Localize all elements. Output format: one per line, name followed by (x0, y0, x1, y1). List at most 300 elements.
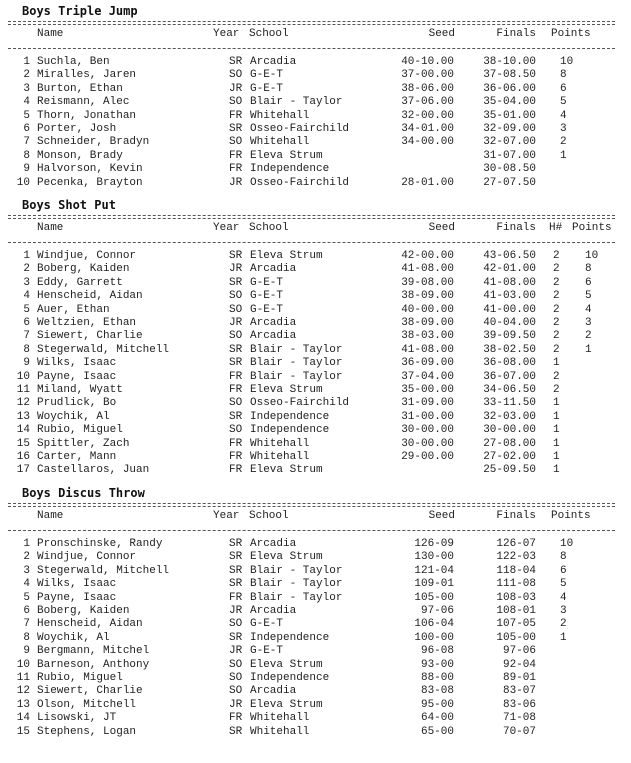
cell-place: 12 (16, 685, 30, 698)
cell-place: 13 (16, 698, 30, 711)
cell-year: JR (229, 176, 243, 189)
cell-place: 5 (23, 303, 30, 316)
cell-year: FR (229, 109, 243, 122)
cell-seed: 64-00 (420, 712, 454, 725)
result-row (0, 618, 631, 631)
header-points: Points (572, 222, 612, 234)
cell-year: FR (229, 384, 243, 396)
cell-seed: 41-08.00 (401, 263, 454, 276)
cell-year: FR (229, 370, 243, 383)
cell-school: G-E-T (250, 303, 284, 316)
cell-points: 5 (585, 290, 592, 303)
cell-points: 6 (560, 82, 567, 95)
cell-seed: 35-00.00 (401, 384, 454, 396)
cell-finals: 43-06.50 (483, 250, 536, 262)
cell-place: 15 (16, 725, 30, 738)
cell-seed: 65-00 (420, 725, 454, 738)
event-title: Boys Triple Jump (22, 4, 138, 18)
cell-points: 4 (585, 303, 592, 316)
cell-year: SO (229, 69, 243, 82)
cell-school: Independence (250, 163, 330, 176)
result-row (0, 397, 631, 410)
cell-name: Weltzien, Ethan (37, 317, 137, 329)
cell-place: 7 (23, 330, 30, 343)
cell-name: Stegerwald, Mitchell (37, 564, 170, 577)
cell-place: 10 (16, 658, 30, 671)
cell-finals: 40-04.00 (483, 317, 536, 329)
cell-place: 7 (23, 136, 30, 149)
cell-points: 10 (585, 250, 599, 262)
cell-name: Pecenka, Brayton (37, 176, 143, 189)
result-row (0, 277, 631, 290)
cell-place: 12 (16, 397, 30, 410)
result-row (0, 250, 631, 263)
cell-name: Porter, Josh (37, 123, 117, 135)
cell-year: SR (229, 551, 243, 564)
cell-seed: 40-10.00 (401, 56, 454, 68)
cell-name: Auer, Ethan (37, 303, 110, 316)
cell-finals: 37-08.50 (483, 69, 536, 82)
cell-place: 3 (23, 564, 30, 577)
cell-year: JR (229, 698, 243, 711)
cell-place: 2 (23, 263, 30, 276)
cell-seed: 36-09.00 (401, 357, 454, 370)
cell-name: Schneider, Bradyn (37, 136, 150, 149)
cell-name: Siewert, Charlie (37, 685, 143, 698)
result-row (0, 83, 631, 96)
result-row (0, 685, 631, 698)
cell-seed: 42-00.00 (401, 250, 454, 262)
cell-seed: 38-09.00 (401, 290, 454, 303)
result-row (0, 384, 631, 397)
cell-points: 10 (560, 538, 574, 550)
cell-finals: 83-06 (502, 698, 536, 711)
cell-finals: 89-01 (502, 672, 536, 684)
cell-year: SO (229, 658, 243, 671)
cell-heat: 2 (553, 290, 560, 303)
cell-seed: 96-08 (420, 645, 454, 658)
cell-school: Blair - Taylor (250, 564, 343, 577)
cell-school: Eleva Strum (250, 149, 323, 162)
cell-points: 1 (560, 149, 567, 162)
result-row (0, 344, 631, 357)
cell-year: JR (229, 263, 243, 276)
cell-seed: 40-00.00 (401, 303, 454, 316)
cell-place: 11 (16, 384, 30, 396)
cell-heat: 1 (553, 437, 560, 450)
header-year: Year (213, 28, 240, 40)
cell-points: 2 (585, 330, 592, 343)
cell-school: Osseo-Fairchild (250, 397, 350, 410)
cell-seed: 41-08.00 (401, 343, 454, 356)
cell-seed: 34-00.00 (401, 136, 454, 149)
cell-heat: 2 (553, 330, 560, 343)
double-dashed-rule (8, 21, 615, 25)
cell-school: Arcadia (250, 685, 297, 698)
cell-year: SO (229, 424, 243, 437)
cell-finals: 83-07 (502, 685, 536, 698)
cell-seed: 29-00.00 (401, 451, 454, 463)
cell-finals: 126-07 (496, 538, 536, 550)
header-year: Year (213, 510, 240, 522)
cell-school: G-E-T (250, 276, 284, 289)
cell-finals: 33-11.50 (483, 397, 536, 410)
cell-name: Siewert, Charlie (37, 330, 143, 343)
result-row (0, 110, 631, 123)
cell-finals: 34-06.50 (483, 384, 536, 396)
cell-finals: 70-07 (502, 725, 536, 738)
result-row (0, 451, 631, 464)
cell-year: SR (229, 538, 243, 550)
cell-heat: 1 (553, 397, 560, 410)
cell-year: JR (229, 605, 243, 617)
cell-finals: 32-03.00 (483, 410, 536, 423)
cell-seed: 97-06 (420, 605, 454, 617)
cell-name: Thorn, Jonathan (37, 109, 137, 122)
header-school: School (249, 222, 289, 234)
cell-seed: 105-00 (414, 591, 454, 604)
result-row (0, 136, 631, 149)
cell-name: Miralles, Jaren (37, 69, 137, 82)
cell-place: 14 (16, 712, 30, 725)
cell-school: Whitehall (250, 451, 310, 463)
cell-seed: 32-00.00 (401, 109, 454, 122)
cell-seed: 106-04 (414, 618, 454, 631)
cell-school: Independence (250, 672, 330, 684)
header-heat: H# (549, 222, 563, 234)
cell-year: FR (229, 437, 243, 450)
cell-place: 8 (23, 631, 30, 644)
double-dashed-rule (8, 503, 615, 507)
result-row (0, 605, 631, 618)
cell-seed: 88-00 (420, 672, 454, 684)
cell-name: Castellaros, Juan (37, 464, 150, 477)
result-row (0, 357, 631, 370)
cell-seed: 28-01.00 (401, 176, 454, 189)
cell-name: Monson, Brady (37, 149, 123, 162)
cell-year: SO (229, 330, 243, 343)
cell-name: Rubio, Miguel (37, 424, 123, 437)
header-seed: Seed (428, 28, 455, 40)
result-row (0, 672, 631, 685)
result-row (0, 699, 631, 712)
cell-name: Windjue, Connor (37, 551, 137, 564)
cell-year: SR (229, 631, 243, 644)
cell-points: 10 (560, 56, 574, 68)
header-points: Points (551, 28, 591, 40)
dashed-rule (8, 530, 615, 531)
cell-seed: 109-01 (414, 578, 454, 591)
event-title: Boys Shot Put (22, 198, 116, 212)
cell-finals: 92-04 (502, 658, 536, 671)
cell-seed: 39-08.00 (401, 276, 454, 289)
cell-place: 1 (23, 250, 30, 262)
cell-seed: 126-09 (414, 538, 454, 550)
cell-school: Whitehall (250, 109, 310, 122)
cell-finals: 31-07.00 (483, 149, 536, 162)
cell-name: Burton, Ethan (37, 82, 123, 95)
cell-school: Arcadia (250, 538, 297, 550)
cell-school: G-E-T (250, 618, 284, 631)
cell-school: Arcadia (250, 330, 297, 343)
header-points: Points (551, 510, 591, 522)
cell-finals: 39-09.50 (483, 330, 536, 343)
cell-school: G-E-T (250, 69, 284, 82)
cell-year: SR (229, 123, 243, 135)
cell-place: 1 (23, 56, 30, 68)
cell-finals: 25-09.50 (483, 464, 536, 477)
result-row (0, 330, 631, 343)
result-row (0, 645, 631, 658)
cell-place: 4 (23, 96, 30, 109)
cell-finals: 27-08.00 (483, 437, 536, 450)
cell-points: 4 (560, 591, 567, 604)
cell-school: Blair - Taylor (250, 96, 343, 109)
cell-seed: 31-00.00 (401, 410, 454, 423)
cell-school: Osseo-Fairchild (250, 123, 350, 135)
cell-place: 14 (16, 424, 30, 437)
cell-name: Pronschinske, Randy (37, 538, 163, 550)
cell-place: 11 (16, 672, 30, 684)
cell-points: 2 (560, 618, 567, 631)
event-title: Boys Discus Throw (22, 486, 145, 500)
cell-name: Reismann, Alec (37, 96, 130, 109)
cell-school: Whitehall (250, 725, 310, 738)
cell-heat: 2 (553, 263, 560, 276)
double-dashed-rule (8, 215, 615, 219)
cell-seed: 37-06.00 (401, 96, 454, 109)
cell-points: 8 (560, 551, 567, 564)
cell-heat: 2 (553, 317, 560, 329)
cell-heat: 2 (553, 303, 560, 316)
result-row (0, 411, 631, 424)
result-row (0, 464, 631, 477)
cell-school: Osseo-Fairchild (250, 176, 350, 189)
cell-seed: 37-04.00 (401, 370, 454, 383)
cell-place: 17 (16, 464, 30, 477)
result-row (0, 659, 631, 672)
cell-year: SO (229, 685, 243, 698)
cell-place: 7 (23, 618, 30, 631)
column-header-row (0, 510, 631, 523)
cell-place: 2 (23, 551, 30, 564)
cell-finals: 111-08 (496, 578, 536, 591)
dashed-rule (8, 242, 615, 243)
header-finals: Finals (496, 222, 536, 234)
result-row (0, 317, 631, 330)
cell-seed: 121-04 (414, 564, 454, 577)
cell-place: 10 (16, 176, 30, 189)
cell-name: Barneson, Anthony (37, 658, 150, 671)
result-row (0, 150, 631, 163)
cell-school: Eleva Strum (250, 698, 323, 711)
result-row (0, 290, 631, 303)
cell-finals: 71-08 (502, 712, 536, 725)
cell-year: SR (229, 410, 243, 423)
cell-name: Prudlick, Bo (37, 397, 117, 410)
cell-seed: 130-00 (414, 551, 454, 564)
cell-name: Miland, Wyatt (37, 384, 123, 396)
cell-school: G-E-T (250, 290, 284, 303)
result-row (0, 438, 631, 451)
cell-name: Wilks, Isaac (37, 357, 117, 370)
cell-name: Payne, Isaac (37, 370, 117, 383)
cell-name: Boberg, Kaiden (37, 263, 130, 276)
cell-seed: 93-00 (420, 658, 454, 671)
cell-place: 13 (16, 410, 30, 423)
header-finals: Finals (496, 510, 536, 522)
header-name: Name (37, 510, 64, 522)
cell-place: 3 (23, 276, 30, 289)
cell-year: FR (229, 163, 243, 176)
cell-year: FR (229, 451, 243, 463)
cell-year: SR (229, 564, 243, 577)
cell-name: Stegerwald, Mitchell (37, 343, 170, 356)
cell-points: 8 (585, 263, 592, 276)
cell-finals: 36-07.00 (483, 370, 536, 383)
cell-name: Lisowski, JT (37, 712, 117, 725)
result-row (0, 123, 631, 136)
cell-year: SR (229, 357, 243, 370)
cell-heat: 2 (553, 384, 560, 396)
cell-seed: 37-00.00 (401, 69, 454, 82)
cell-place: 5 (23, 591, 30, 604)
cell-finals: 35-04.00 (483, 96, 536, 109)
result-row (0, 371, 631, 384)
result-row (0, 551, 631, 564)
cell-points: 1 (560, 631, 567, 644)
cell-school: Eleva Strum (250, 250, 323, 262)
cell-points: 3 (560, 123, 567, 135)
cell-finals: 36-06.00 (483, 82, 536, 95)
cell-school: Arcadia (250, 56, 297, 68)
cell-year: SO (229, 303, 243, 316)
cell-place: 9 (23, 357, 30, 370)
cell-year: JR (229, 82, 243, 95)
cell-points: 6 (560, 564, 567, 577)
header-name: Name (37, 222, 64, 234)
cell-school: Blair - Taylor (250, 578, 343, 591)
result-row (0, 263, 631, 276)
cell-school: Whitehall (250, 136, 310, 149)
cell-name: Woychik, Al (37, 410, 110, 423)
cell-year: FR (229, 712, 243, 725)
cell-seed: 38-09.00 (401, 317, 454, 329)
result-row (0, 304, 631, 317)
cell-place: 6 (23, 605, 30, 617)
result-row (0, 163, 631, 176)
cell-name: Woychik, Al (37, 631, 110, 644)
cell-seed: 34-01.00 (401, 123, 454, 135)
cell-place: 6 (23, 123, 30, 135)
cell-school: Eleva Strum (250, 464, 323, 477)
cell-name: Olson, Mitchell (37, 698, 137, 711)
cell-seed: 30-00.00 (401, 424, 454, 437)
cell-school: G-E-T (250, 645, 284, 658)
cell-place: 1 (23, 538, 30, 550)
cell-points: 3 (585, 317, 592, 329)
cell-seed: 30-00.00 (401, 437, 454, 450)
cell-finals: 35-01.00 (483, 109, 536, 122)
cell-school: Blair - Taylor (250, 591, 343, 604)
result-row (0, 538, 631, 551)
cell-school: Whitehall (250, 712, 310, 725)
cell-finals: 30-08.50 (483, 163, 536, 176)
cell-school: Arcadia (250, 263, 297, 276)
cell-name: Carter, Mann (37, 451, 117, 463)
header-name: Name (37, 28, 64, 40)
cell-place: 16 (16, 451, 30, 463)
cell-year: FR (229, 464, 243, 477)
cell-points: 4 (560, 109, 567, 122)
cell-finals: 41-00.00 (483, 303, 536, 316)
cell-seed: 38-06.00 (401, 82, 454, 95)
cell-year: JR (229, 645, 243, 658)
cell-year: SO (229, 397, 243, 410)
result-row (0, 96, 631, 109)
cell-school: Independence (250, 424, 330, 437)
cell-school: Eleva Strum (250, 658, 323, 671)
cell-name: Spittler, Zach (37, 437, 130, 450)
cell-name: Henscheid, Aidan (37, 290, 143, 303)
cell-school: Eleva Strum (250, 384, 323, 396)
cell-points: 6 (585, 276, 592, 289)
cell-finals: 108-03 (496, 591, 536, 604)
cell-heat: 1 (553, 424, 560, 437)
cell-heat: 2 (553, 276, 560, 289)
cell-place: 8 (23, 343, 30, 356)
header-school: School (249, 28, 289, 40)
cell-place: 9 (23, 645, 30, 658)
cell-place: 10 (16, 370, 30, 383)
cell-heat: 1 (553, 464, 560, 477)
cell-name: Rubio, Miguel (37, 672, 123, 684)
cell-place: 9 (23, 163, 30, 176)
result-row (0, 712, 631, 725)
header-finals: Finals (496, 28, 536, 40)
cell-seed: 83-08 (420, 685, 454, 698)
cell-heat: 1 (553, 451, 560, 463)
cell-finals: 27-07.50 (483, 176, 536, 189)
cell-name: Bergmann, Mitchel (37, 645, 150, 658)
cell-points: 1 (585, 343, 592, 356)
cell-heat: 2 (553, 343, 560, 356)
cell-place: 15 (16, 437, 30, 450)
cell-heat: 2 (553, 250, 560, 262)
column-header-row (0, 28, 631, 41)
cell-school: Blair - Taylor (250, 370, 343, 383)
cell-finals: 108-01 (496, 605, 536, 617)
cell-name: Windjue, Connor (37, 250, 137, 262)
header-seed: Seed (428, 222, 455, 234)
result-row (0, 565, 631, 578)
result-row (0, 424, 631, 437)
cell-name: Wilks, Isaac (37, 578, 117, 591)
cell-year: SR (229, 578, 243, 591)
cell-seed: 100-00 (414, 631, 454, 644)
cell-finals: 32-09.00 (483, 123, 536, 135)
cell-finals: 105-00 (496, 631, 536, 644)
cell-points: 3 (560, 605, 567, 617)
cell-school: Blair - Taylor (250, 343, 343, 356)
cell-finals: 41-08.00 (483, 276, 536, 289)
cell-name: Boberg, Kaiden (37, 605, 130, 617)
cell-year: SO (229, 672, 243, 684)
cell-finals: 118-04 (496, 564, 536, 577)
cell-name: Halvorson, Kevin (37, 163, 143, 176)
result-row (0, 69, 631, 82)
result-row (0, 578, 631, 591)
